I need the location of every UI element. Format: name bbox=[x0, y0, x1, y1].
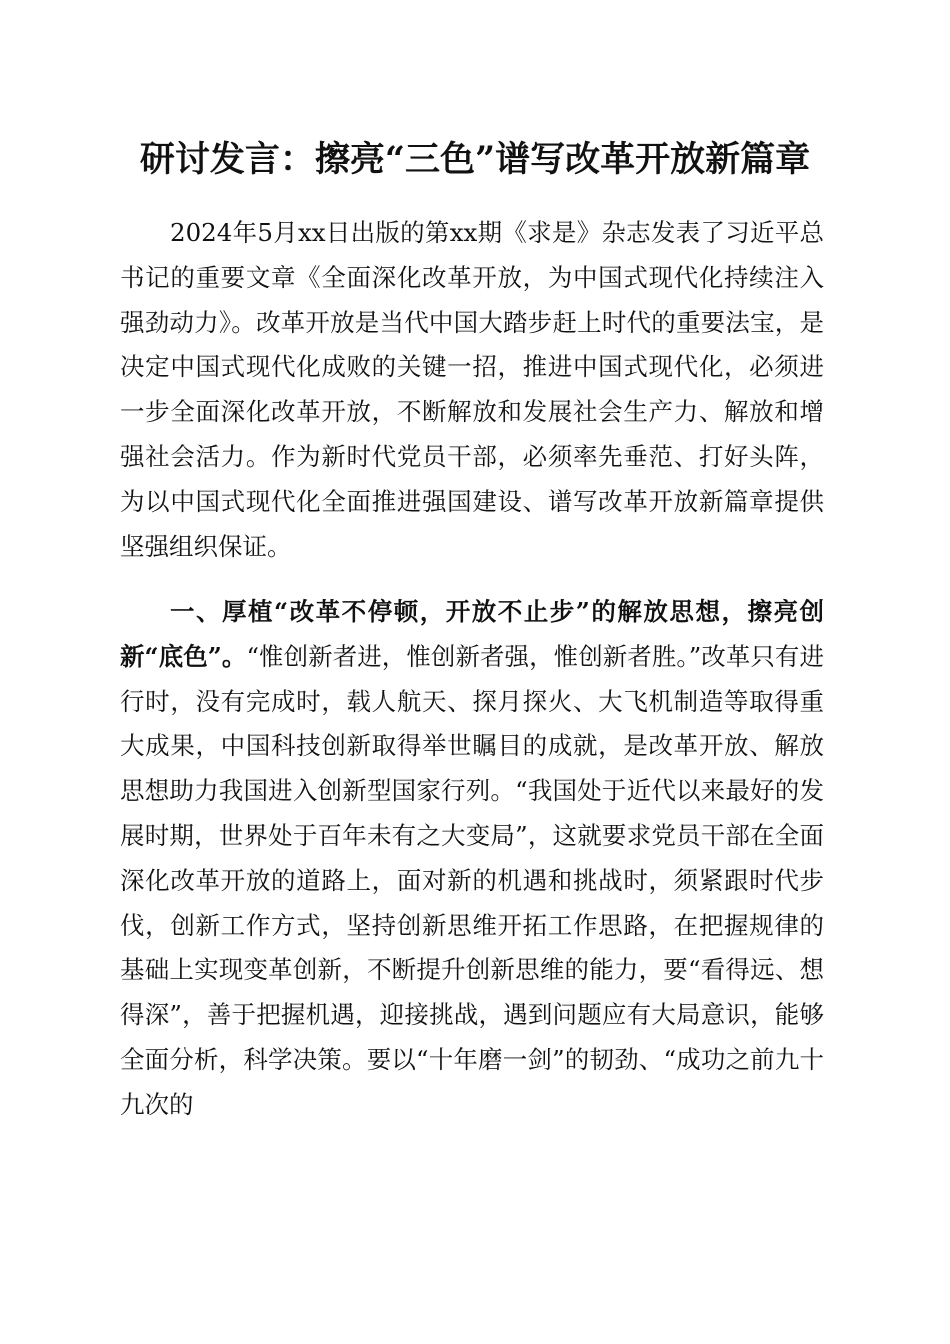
document-title: 研讨发言：擦亮“三色”谱写改革开放新篇章 bbox=[139, 139, 811, 180]
paragraph-1-text: 2024年5月xx日出版的第xx期《求是》杂志发表了习近平总书记的重要文章《全面深化改革开放，为中国式现代化持续注入强劲动力》。改革开放是当代中国大踏步赶上时代的重要法宝，是决定中国式现代化成败的关键一招，推进中国式现代化，必须进一步全面深化改革开放，不断解放和发展社会生产力、解放和增强社会活力。作为新时代党员干部，必须率先垂范、打好头阵，为以中国式现代化全面推进强国建设、谱写改革开放新篇章提供坚强组织保证。 bbox=[120, 218, 824, 561]
paragraph-2-text: “惟创新者进，惟创新者强，惟创新者胜。”改革只有进行时，没有完成时，载人航天、探月探火、大飞机制造等取得重大成果，中国科技创新取得举世瞩目的成就，是改革开放、解放思想助力我国进入创新型国家行列。“我国处于近代以来最好的发展时期，世界处于百年未有之大变局”，这就要求党员干部在全面深化改革开放的道路上，面对新的机遇和挑战时，须紧跟时代步伐，创新工作方式，坚持创新思维开拓工作思路，在把握规律的基础上实现变革创新，不断提升创新思维的能力，要“看得远、想得深”，善于把握机遇，迎接挑战，遇到问题应有大局意识，能够全面分析，科学决策。要以“十年磨一剑”的韧劲、“成功之前九十九次的 bbox=[120, 641, 824, 1119]
paragraph-1 bbox=[120, 211, 824, 569]
section-heading-1: 一、厚植“改革不停顿，开放不止步”的解放思想，擦亮创新“底色”。 bbox=[120, 597, 824, 671]
paragraph-2 bbox=[120, 590, 824, 1128]
